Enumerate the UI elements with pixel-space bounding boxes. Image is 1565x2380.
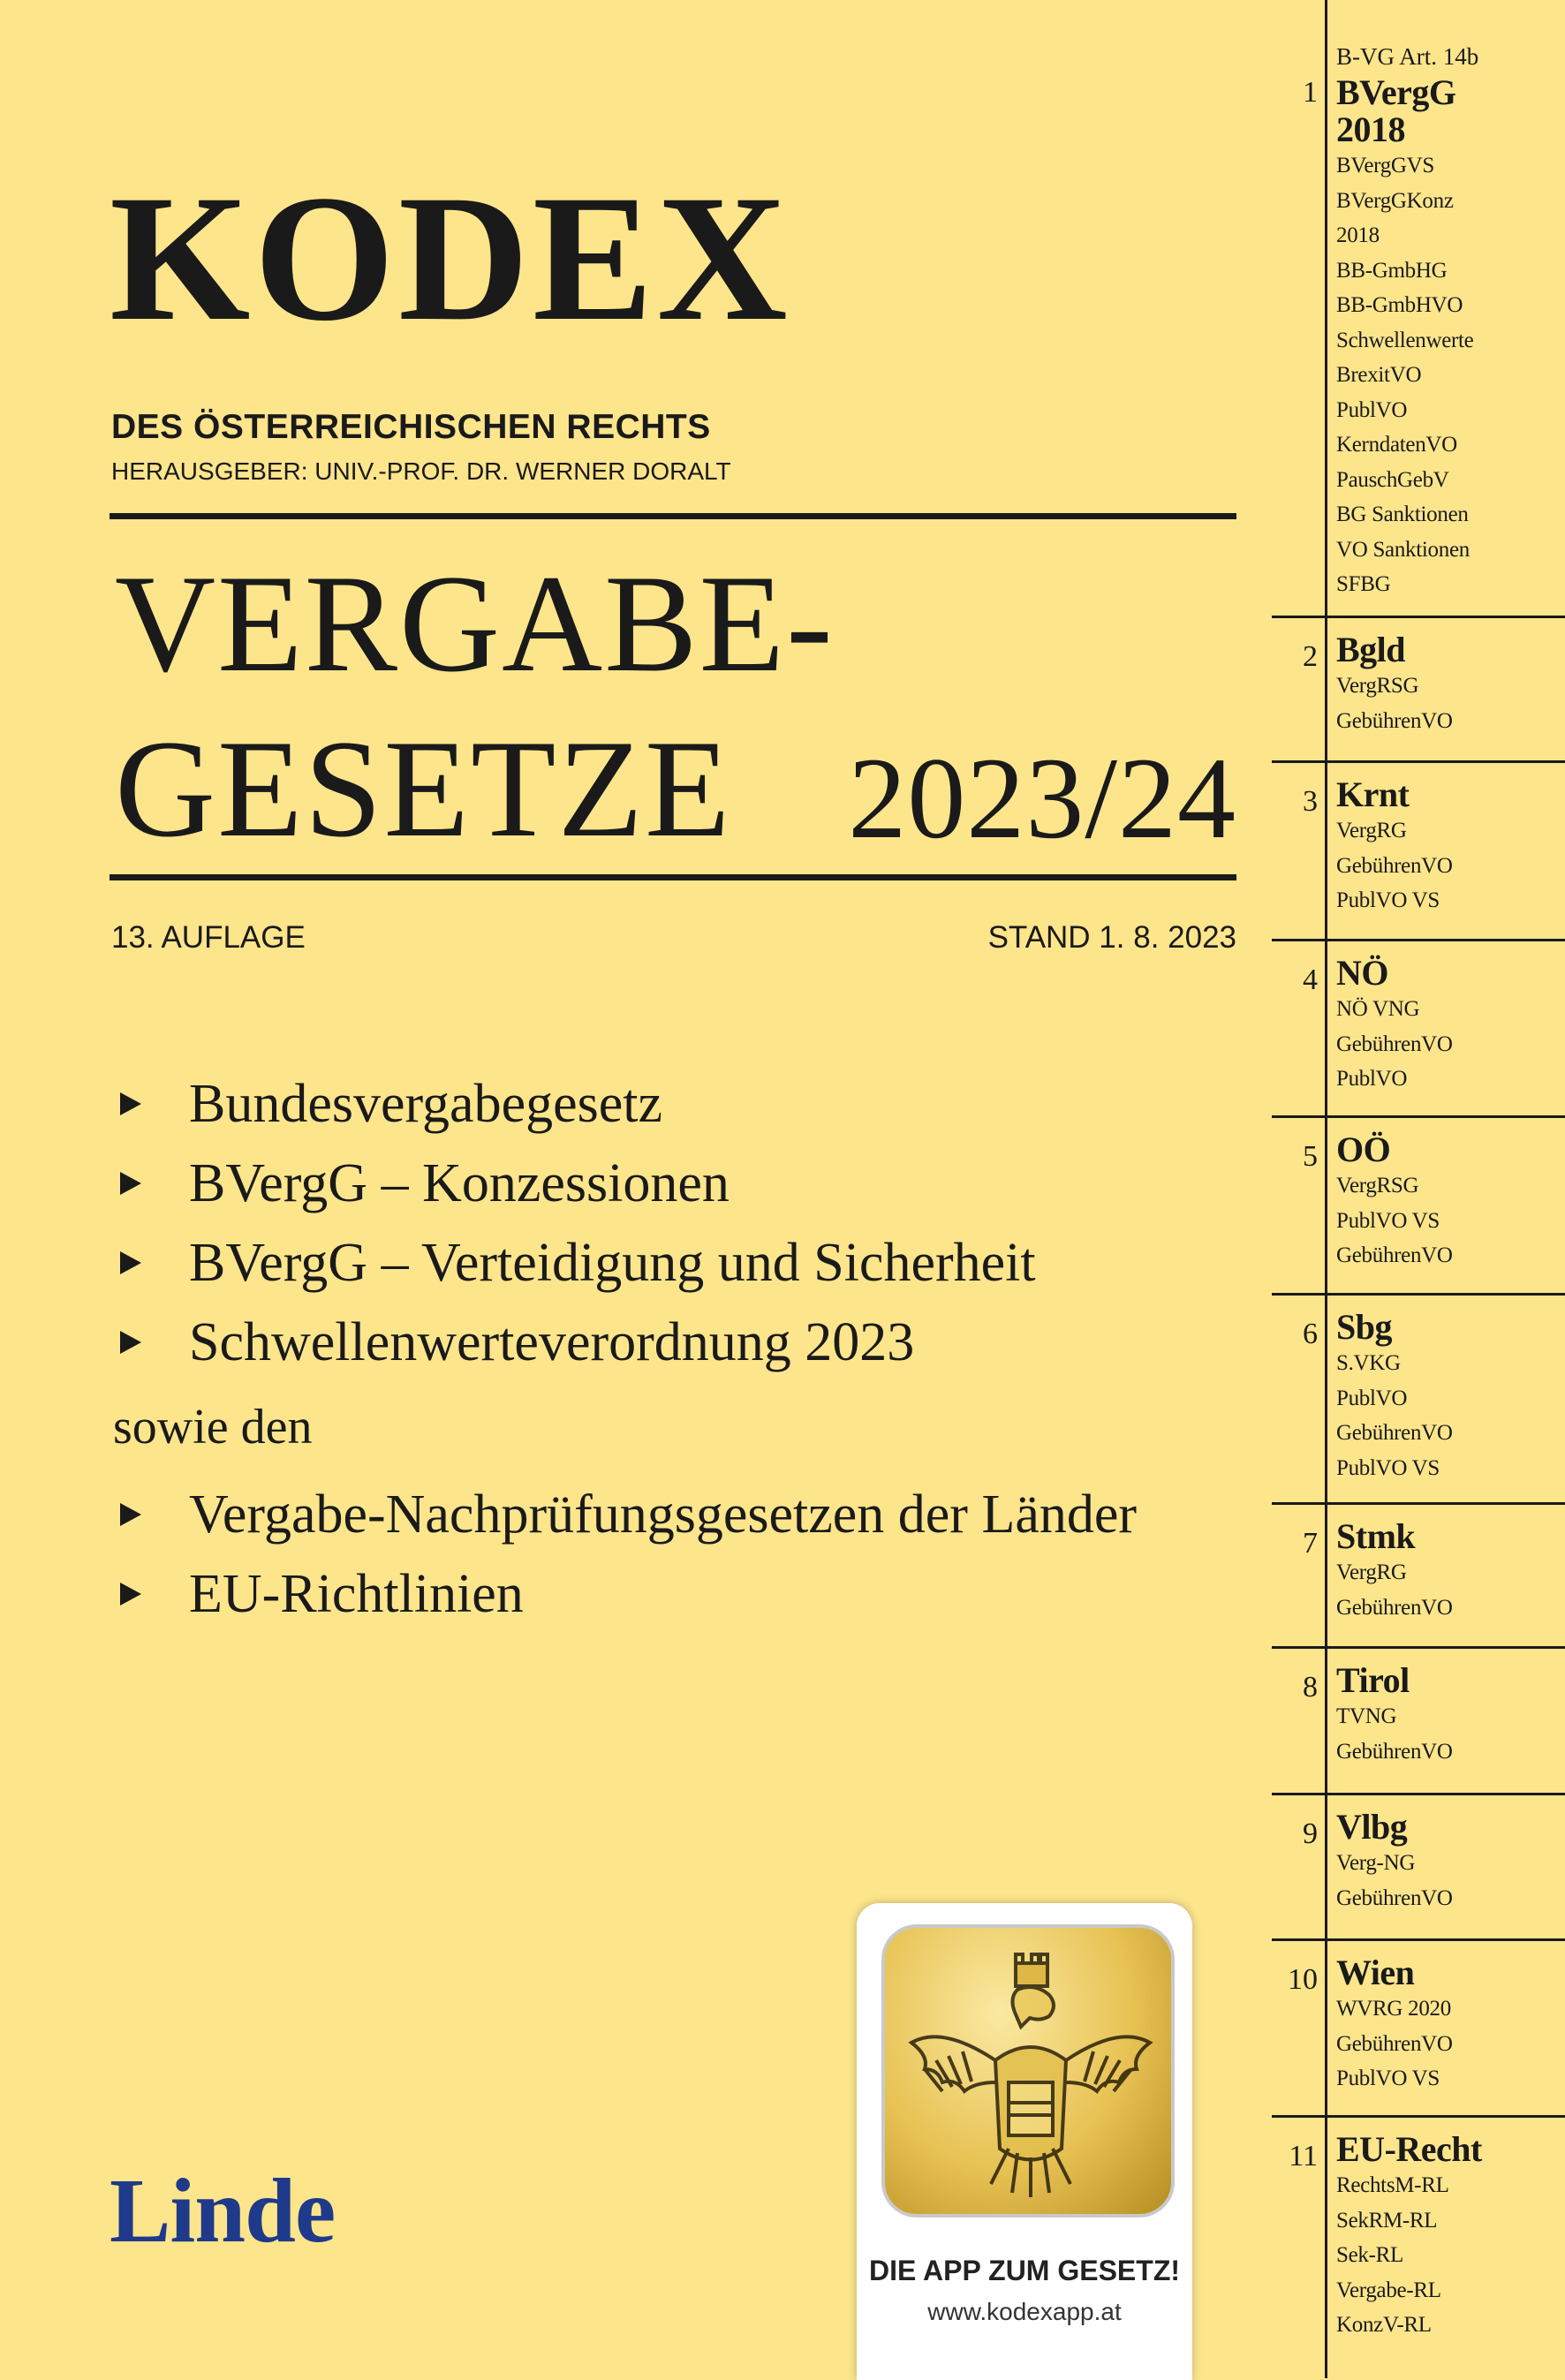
register-heading: Wien bbox=[1336, 1953, 1415, 1992]
app-url-link[interactable]: www.kodexapp.at bbox=[927, 2298, 1122, 2325]
register-item: VergRSG bbox=[1336, 1174, 1419, 1198]
contents-item-label: BVergG – Konzessionen bbox=[189, 1152, 730, 1213]
register-body bbox=[1336, 1662, 1453, 1769]
register-item: WVRG 2020 bbox=[1336, 1997, 1451, 2021]
contents-item bbox=[115, 1064, 1036, 1144]
register-item: KonzV-RL bbox=[1336, 2313, 1432, 2337]
register-item: VergRG bbox=[1336, 1560, 1407, 1584]
register-heading: Krnt bbox=[1336, 774, 1410, 814]
bullet-arrow-icon bbox=[120, 1331, 141, 1354]
register-number: 5 bbox=[1303, 1140, 1318, 1173]
register-item: BB-GmbHG bbox=[1336, 258, 1448, 283]
register-body bbox=[1336, 955, 1453, 1097]
series-subtitle: DES ÖSTERREICHISCHEN RECHTS bbox=[111, 408, 711, 446]
editor-line: HERAUSGEBER: UNIV.-PROF. DR. WERNER DORALT bbox=[111, 457, 731, 485]
eagle-coat-of-arms-icon[interactable] bbox=[881, 1924, 1175, 2218]
register-heading: EU-Recht bbox=[1336, 2129, 1482, 2169]
contents-item bbox=[115, 1475, 1137, 1554]
register-separator bbox=[1272, 1793, 1565, 1795]
register-number: 2 bbox=[1303, 640, 1318, 673]
divider-top bbox=[110, 513, 1236, 519]
publisher-logo: Linde bbox=[110, 2160, 336, 2262]
register-item: PublVO VS bbox=[1336, 888, 1440, 912]
register-item: Sek-RL bbox=[1336, 2243, 1403, 2267]
register-heading: Vlbg bbox=[1336, 1807, 1408, 1847]
register-heading: NÖ bbox=[1336, 953, 1388, 993]
register-item: NÖ VNG bbox=[1336, 997, 1420, 1021]
contents-item bbox=[115, 1223, 1036, 1303]
register-item: VergRSG bbox=[1336, 674, 1419, 698]
stand-date: STAND 1. 8. 2023 bbox=[987, 920, 1236, 955]
register-item: PublVO VS bbox=[1336, 2066, 1440, 2090]
register-separator bbox=[1272, 616, 1565, 618]
bullet-arrow-icon bbox=[120, 1172, 141, 1195]
register-heading: Bgld bbox=[1336, 630, 1406, 669]
app-badge[interactable] bbox=[857, 1903, 1192, 2380]
register-item: GebührenVO bbox=[1336, 1885, 1453, 1910]
contents-item-label: Bundesvergabegesetz bbox=[189, 1073, 662, 1134]
bullet-arrow-icon bbox=[120, 1092, 141, 1115]
register-item: BG Sanktionen bbox=[1336, 502, 1469, 526]
register-item: BVergGKonz bbox=[1336, 188, 1454, 213]
register-body bbox=[1336, 2131, 1482, 2343]
contents-item-label: EU-Richtlinien bbox=[189, 1563, 524, 1624]
series-brand: KODEX bbox=[110, 158, 791, 359]
contents-item bbox=[115, 1303, 1036, 1382]
edition-year: 2023/24 bbox=[848, 733, 1236, 863]
bullet-arrow-icon bbox=[120, 1503, 141, 1526]
contents-item bbox=[115, 1554, 1137, 1634]
contents-list bbox=[115, 1064, 1036, 1382]
register-item: GebührenVO bbox=[1336, 1739, 1453, 1764]
app-cta: DIE APP ZUM GESETZ! bbox=[868, 2255, 1181, 2286]
register-item: VergRG bbox=[1336, 819, 1407, 842]
register-body bbox=[1336, 1954, 1453, 2097]
contents-item-label: Schwellenwerteverordnung 2023 bbox=[189, 1311, 915, 1372]
register-item: BVergGVS bbox=[1336, 154, 1435, 178]
title-line-2: GESETZE bbox=[115, 712, 732, 866]
register-separator bbox=[1272, 939, 1565, 941]
register-body bbox=[1336, 1131, 1453, 1273]
register-item: GebührenVO bbox=[1336, 1595, 1453, 1620]
register-body bbox=[1336, 631, 1453, 738]
register-number: 3 bbox=[1303, 785, 1318, 818]
register-item: RechtsM-RL bbox=[1336, 2173, 1449, 2197]
register-item: GebührenVO bbox=[1336, 1031, 1453, 1056]
register-separator bbox=[1272, 2115, 1565, 2118]
register-heading: Stmk bbox=[1336, 1516, 1416, 1556]
register-index bbox=[1272, 0, 1565, 2378]
register-item: PublVO bbox=[1336, 397, 1408, 422]
register-item: Verg-NG bbox=[1336, 1851, 1416, 1875]
register-item: GebührenVO bbox=[1336, 1421, 1453, 1445]
register-body bbox=[1336, 776, 1453, 918]
register-item: SFBG bbox=[1336, 572, 1391, 596]
register-number: 9 bbox=[1303, 1817, 1318, 1850]
register-separator bbox=[1272, 1938, 1565, 1941]
register-heading: Tirol bbox=[1336, 1660, 1410, 1700]
register-body bbox=[1336, 1809, 1453, 1915]
register-item: BrexitVO bbox=[1336, 363, 1422, 387]
title-line-1: VERGABE- bbox=[115, 547, 835, 701]
register-item: GebührenVO bbox=[1336, 708, 1453, 733]
register-item: S.VKG bbox=[1336, 1351, 1401, 1375]
register-item: GebührenVO bbox=[1336, 1243, 1453, 1267]
register-body bbox=[1336, 1518, 1453, 1625]
register-item: SekRM-RL bbox=[1336, 2208, 1438, 2233]
register-item: PublVO VS bbox=[1336, 1208, 1440, 1233]
register-item: Schwellenwerte bbox=[1336, 328, 1474, 352]
register-heading: BVergG 2018 bbox=[1336, 72, 1456, 149]
register-body bbox=[1336, 1309, 1453, 1485]
register-item: Vergabe-RL bbox=[1336, 2278, 1441, 2302]
register-number: 7 bbox=[1303, 1527, 1318, 1560]
register-number: 4 bbox=[1303, 963, 1318, 996]
register-separator bbox=[1272, 1646, 1565, 1649]
edition-label: 13. AUFLAGE bbox=[111, 920, 306, 955]
register-item: BB-GmbHVO bbox=[1336, 293, 1463, 317]
divider-bottom bbox=[110, 874, 1236, 880]
register-separator bbox=[1272, 1502, 1565, 1505]
register-heading: Sbg bbox=[1336, 1307, 1392, 1347]
register-body bbox=[1336, 39, 1486, 602]
register-separator bbox=[1272, 1115, 1565, 1118]
register-item: GebührenVO bbox=[1336, 853, 1453, 878]
sowie-text: sowie den bbox=[113, 1400, 313, 1454]
register-number: 8 bbox=[1303, 1671, 1318, 1704]
register-number: 1 bbox=[1303, 76, 1318, 109]
register-separator bbox=[1272, 1293, 1565, 1296]
register-separator bbox=[1272, 760, 1565, 763]
register-item: TVNG bbox=[1336, 1704, 1397, 1728]
contents-item-label: Vergabe-Nachprüfungsgesetzen der Länder bbox=[189, 1484, 1138, 1545]
register-number: 11 bbox=[1289, 2140, 1318, 2172]
contents-item bbox=[115, 1144, 1036, 1223]
register-item: PauschGebV bbox=[1336, 467, 1449, 492]
register-pre: B-VG Art. 14b bbox=[1336, 43, 1479, 70]
register-item: KerndatenVO bbox=[1336, 433, 1457, 457]
register-item: PublVO bbox=[1336, 1386, 1408, 1410]
register-number: 6 bbox=[1303, 1318, 1318, 1350]
contents-list-secondary bbox=[115, 1475, 1137, 1634]
register-item: 2018 bbox=[1336, 223, 1380, 247]
eagle-coat-of-arms-icon bbox=[885, 1928, 1171, 2214]
register-heading: OÖ bbox=[1336, 1130, 1391, 1169]
register-item: VO Sanktionen bbox=[1336, 537, 1470, 562]
bullet-arrow-icon bbox=[120, 1583, 141, 1606]
register-item: GebührenVO bbox=[1336, 2031, 1453, 2056]
register-item: PublVO bbox=[1336, 1067, 1408, 1091]
contents-item-label: BVergG – Verteidigung und Sicherheit bbox=[189, 1232, 1036, 1293]
register-item: PublVO VS bbox=[1336, 1455, 1440, 1480]
bullet-arrow-icon bbox=[120, 1251, 141, 1274]
register-number: 10 bbox=[1288, 1963, 1318, 1996]
